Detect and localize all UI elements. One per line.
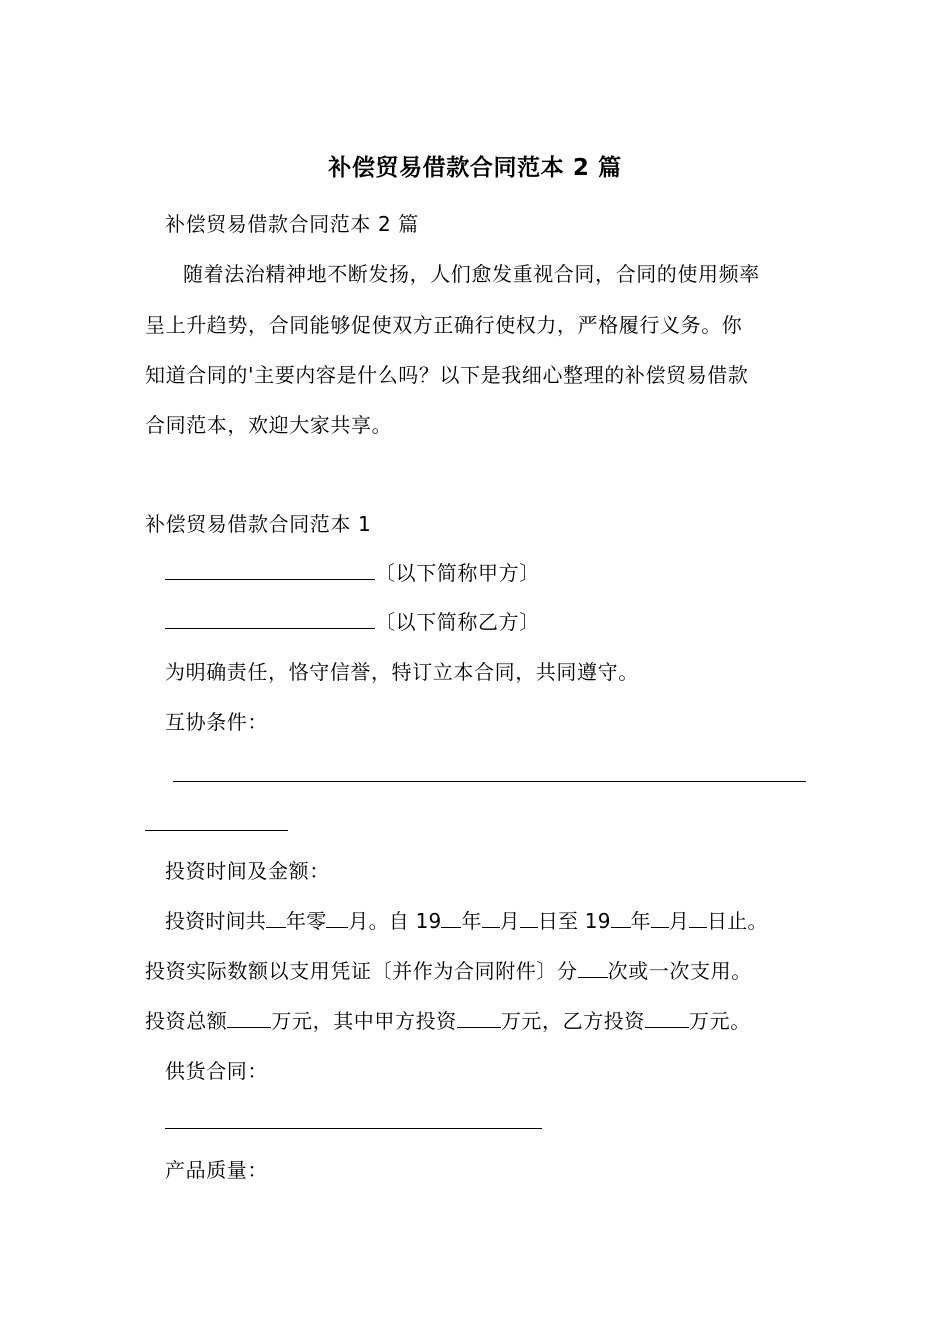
- investment-text: 年: [461, 909, 482, 933]
- investment-text: 投资总额: [145, 1009, 228, 1033]
- product-quality-label: 产品质量：: [165, 1158, 268, 1182]
- end-month-blank: [651, 907, 669, 928]
- months-blank: [326, 907, 348, 928]
- party-a-line: [165, 559, 540, 587]
- start-month-blank: [482, 907, 500, 928]
- investment-text: 万元，其中甲方投资: [271, 1009, 457, 1033]
- start-day-blank: [520, 907, 538, 928]
- document-subtitle: 补偿贸易借款合同范本 2 篇: [165, 212, 419, 236]
- supply-contract-blank-line: [165, 1128, 542, 1129]
- investment-text: 投资实际数额以支用凭证〔并作为合同附件〕分: [145, 959, 578, 983]
- investment-text: 投资时间共: [165, 909, 266, 933]
- party-b-label: 〔以下简称乙方〕: [375, 610, 540, 634]
- investment-text: 月。自 19: [348, 909, 442, 933]
- mutual-terms-blank-line-1: [173, 781, 806, 782]
- document-title: 补偿贸易借款合同范本 2 篇: [328, 155, 622, 181]
- investment-total-line: [145, 1007, 751, 1035]
- party-b-line: [165, 608, 540, 636]
- intro-line-1: 随着法治精神地不断发扬，人们愈发重视合同，合同的使用频率: [183, 262, 760, 286]
- party-b-blank: [165, 608, 375, 629]
- intro-line-4: 合同范本，欢迎大家共享。: [145, 413, 393, 437]
- investment-period-line: [165, 907, 768, 935]
- party-a-amount-blank: [457, 1007, 501, 1028]
- total-amount-blank: [227, 1007, 271, 1028]
- investment-text: 日至 19: [537, 909, 611, 933]
- supply-contract-label: 供货合同：: [165, 1059, 268, 1083]
- section-heading: 补偿贸易借款合同范本 1: [145, 512, 372, 536]
- investment-text: 万元，乙方投资: [500, 1009, 646, 1033]
- investment-text: 月: [668, 909, 690, 933]
- investment-text: 年: [630, 909, 651, 933]
- start-year-blank: [441, 907, 461, 928]
- party-a-blank: [165, 559, 375, 580]
- investment-label: 投资时间及金额：: [165, 859, 330, 883]
- preamble: 为明确责任，恪守信誉，特订立本合同，共同遵守。: [165, 660, 639, 684]
- installments-blank: [578, 957, 608, 978]
- investment-amount-line: [145, 957, 752, 985]
- party-a-label: 〔以下简称甲方〕: [375, 561, 540, 585]
- investment-text: 月: [499, 909, 520, 933]
- intro-line-2: 呈上升趋势，合同能够促使双方正确行使权力，严格履行义务。你: [145, 313, 743, 337]
- intro-line-3: 知道合同的'主要内容是什么吗？以下是我细心整理的补偿贸易借款: [145, 363, 749, 387]
- end-day-blank: [689, 907, 707, 928]
- mutual-terms-label: 互协条件：: [165, 710, 268, 734]
- investment-text: 年零: [286, 909, 327, 933]
- investment-text: 日止。: [707, 909, 768, 933]
- investment-text: 次或一次支用。: [607, 959, 752, 983]
- investment-text: 万元。: [689, 1009, 751, 1033]
- mutual-terms-blank-line-2: [145, 830, 288, 831]
- years-blank: [266, 907, 286, 928]
- end-year-blank: [611, 907, 631, 928]
- party-b-amount-blank: [645, 1007, 689, 1028]
